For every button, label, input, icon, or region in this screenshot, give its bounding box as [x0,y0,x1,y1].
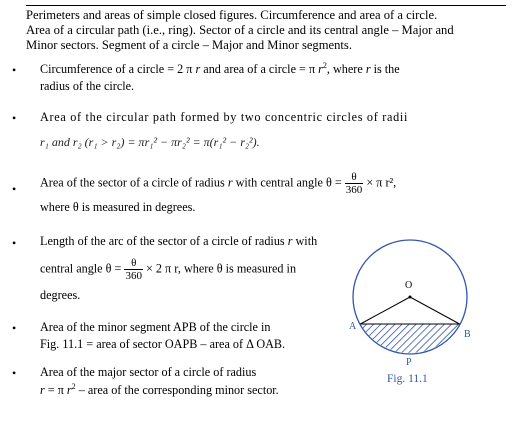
radius-oa [360,297,410,324]
bullet-marker-4: • [12,236,17,250]
circle-segment-figure [345,225,475,390]
theta-over-360-fraction-2: $\frac{\theta}{360}$ [125,257,142,282]
bullet-marker-3: • [12,182,17,196]
bullet-5-text [40,320,350,352]
figure-caption: Fig. 11.1 [387,373,428,385]
bullet-1-line-1: Circumference of a circle = 2 π r and area of a circle = π $r^2$, where r is the [40,61,400,76]
bullet-3-text [40,171,520,215]
intro-paragraph [26,8,506,53]
intro-line-2: Area of a circular path (i.e., ring). Sector of a circle and its central angle – Major and [26,23,454,37]
bullet-3-line-1: Area of the sector of a circle of radius r with central angle θ = $\frac{\theta}{360}$ × π r², [40,171,397,196]
bullet-3-line-2: where θ is measured in degrees. [40,200,196,214]
radius-ob [410,297,460,324]
bullet-4-line-2: central angle θ = $\frac{\theta}{360}$ × 2 π r, where θ is measured in [40,257,297,282]
bullet-2-text [40,110,510,150]
bullet-6-text [40,365,350,398]
bullet-4-text [40,234,340,303]
top-rule [26,5,506,6]
label-p: P [406,357,412,368]
center-point [409,296,412,299]
label-a: A [349,321,357,332]
bullet-marker-2: • [12,111,17,125]
bullet-marker-1: • [12,63,17,77]
bullet-1-line-2: radius of the circle. [40,79,135,93]
bullet-4-line-3: degrees. [40,288,81,302]
bullet-2-formula: r₁ and r₂ (r₁ > r₂) = πr₁² − πr₂² = π(r₁² − r₂²). [40,135,260,149]
intro-line-3: Minor sectors. Segment of a circle – Major and Minor segments. [26,38,352,52]
bullet-1-text [40,62,510,94]
bullet-5-line-2: Fig. 11.1 = area of sector OAPB – area of Δ OAB. [40,337,286,351]
label-o: O [405,280,413,291]
bullet-marker-6: • [12,366,17,380]
intro-line-1: Perimeters and areas of simple closed figures. Circumference and area of a circle. [26,8,438,22]
bullet-4-line-1: Length of the arc of the sector of a circle of radius r with [40,234,318,248]
bullet-marker-5: • [12,321,17,335]
label-b: B [464,329,471,340]
bullet-6-line-2: r = π $r^2$ – area of the corresponding minor sector. [40,382,279,397]
bullet-6-line-1: Area of the major sector of a circle of radius [40,365,257,379]
bullet-5-line-1: Area of the minor segment APB of the circle in [40,320,271,334]
theta-over-360-fraction: $\frac{\theta}{360}$ [345,171,363,196]
bullet-2-line-1: Area of the circular path formed by two concentric circles of radii [40,110,409,124]
minor-segment-hatch [360,324,459,353]
